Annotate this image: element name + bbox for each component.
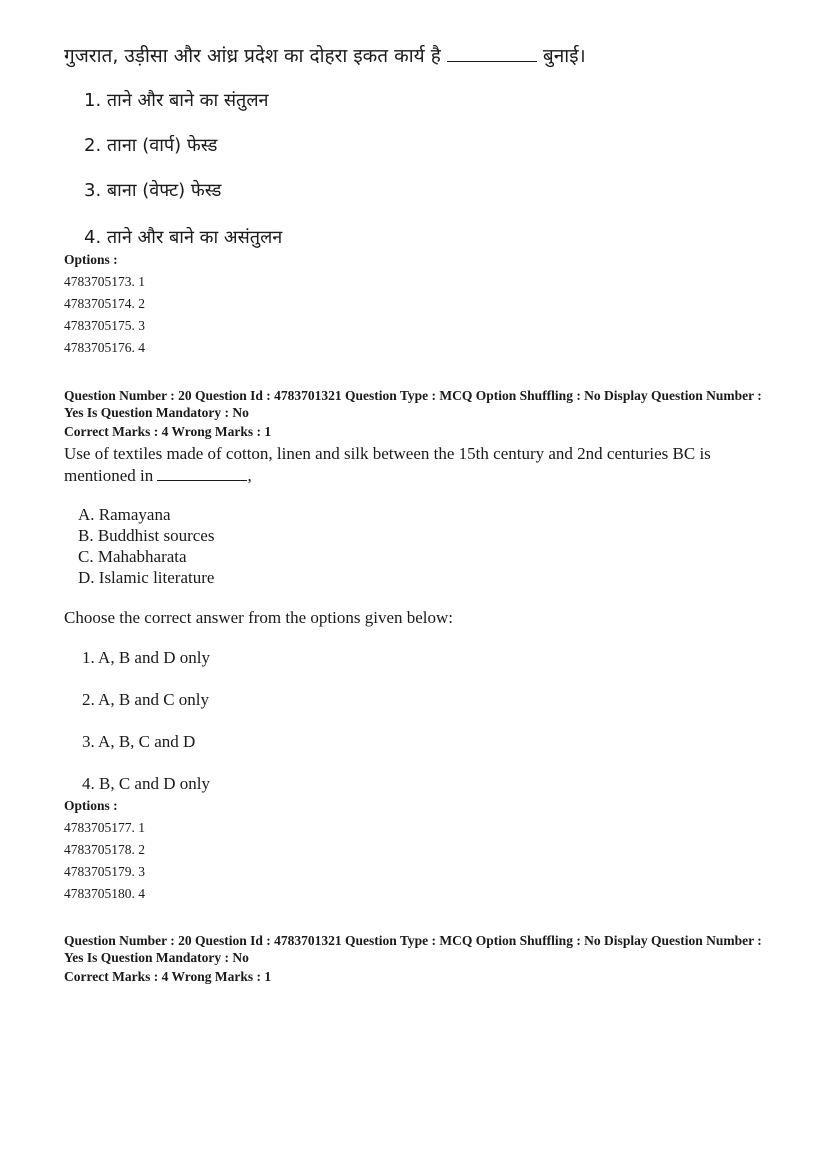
choice-3: 3. A, B, C and D: [82, 732, 196, 751]
question-meta-line-2: Question Number : 20 Question Id : 4783701321 Question Type : MCQ Option Shuffling : No Display Question Number : Yes Is Question Mandatory : No: [64, 933, 762, 965]
hindi-choice-4: 4. ताने और बाने का असंतुलन: [84, 227, 283, 248]
instruction-text: Choose the correct answer from the options given below:: [64, 608, 454, 627]
option-id-6: 4783705178. 2: [64, 842, 145, 857]
answer-blank: [447, 61, 537, 62]
option-id-1: 4783705173. 1: [64, 274, 145, 289]
options-label-2: Options :: [64, 798, 118, 813]
choice-1: 1. A, B and D only: [82, 648, 210, 667]
statement-a: A. Ramayana: [78, 505, 171, 524]
option-id-3: 4783705175. 3: [64, 318, 145, 333]
option-id-8: 4783705180. 4: [64, 886, 145, 901]
hindi-question-text: [64, 42, 586, 68]
statement-b: B. Buddhist sources: [78, 526, 215, 545]
hindi-question-suffix: बुनाई।: [542, 45, 586, 67]
hindi-question-prefix: गुजरात, उड़ीसा और आंध्र प्रदेश का दोहरा इकत कार्य है: [64, 45, 441, 67]
options-label-1: Options :: [64, 252, 118, 267]
question-stem-suffix: ,: [247, 466, 252, 485]
question-marks-2: Correct Marks : 4 Wrong Marks : 1: [64, 969, 272, 984]
option-id-4: 4783705176. 4: [64, 340, 145, 355]
choice-2: 2. A, B and C only: [82, 690, 210, 709]
statement-c: C. Mahabharata: [78, 547, 187, 566]
statement-d: D. Islamic literature: [78, 568, 215, 587]
question-marks: Correct Marks : 4 Wrong Marks : 1: [64, 424, 272, 439]
question-meta-line: Question Number : 20 Question Id : 4783701321 Question Type : MCQ Option Shuffling : No Display Question Number : Yes Is Question Mandatory : No: [64, 388, 762, 420]
hindi-choice-3: 3. बाना (वेफ्ट) फेस्ड: [84, 180, 222, 201]
question-stem-prefix: Use of textiles made of cotton, linen and silk between the 15th century and 2nd centuries BC is mentioned in: [64, 444, 711, 485]
choice-4: 4. B, C and D only: [82, 774, 210, 793]
hindi-choice-1: 1. ताने और बाने का संतुलन: [84, 90, 269, 111]
option-id-2: 4783705174. 2: [64, 296, 145, 311]
option-id-7: 4783705179. 3: [64, 864, 145, 879]
stem-answer-blank: [157, 480, 247, 481]
question-stem: [64, 443, 776, 487]
hindi-choice-2: 2. ताना (वार्प) फेस्ड: [84, 135, 218, 156]
option-id-5: 4783705177. 1: [64, 820, 145, 835]
